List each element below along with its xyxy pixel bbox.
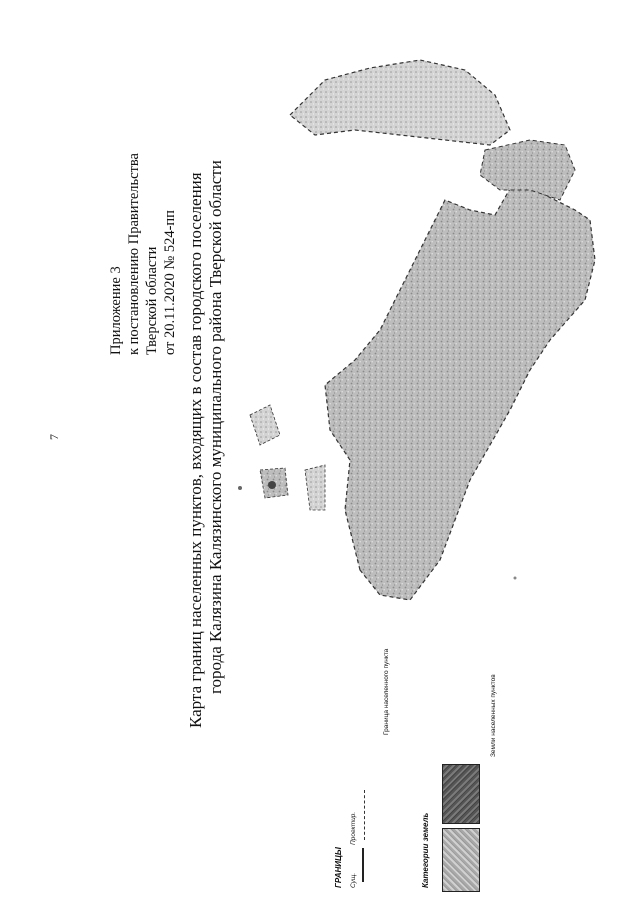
legend-existing-line xyxy=(362,848,364,882)
appendix-line-2: к постановлению Правительства xyxy=(126,153,142,355)
map-title-line-2: города Калязина Калязинского муниципального района Тверской области xyxy=(206,160,225,694)
settlement-area-north xyxy=(290,60,510,145)
appendix-line-4: от 20.11.2020 № 524-пп xyxy=(162,210,178,355)
legend-col-planned: Проектир. xyxy=(350,811,357,845)
legend-land-label: Земли населенных пунктов xyxy=(490,674,497,757)
legend-land-swatch xyxy=(442,828,480,892)
legend-boundary-label: Граница населенного пункта xyxy=(383,648,390,735)
settlement-area-outlier-1 xyxy=(250,405,280,445)
settlement-map xyxy=(230,40,610,610)
legend-land-header: Категории земель xyxy=(421,812,430,888)
settlement-area-outlier-3 xyxy=(305,465,325,510)
legend-planned-line xyxy=(364,790,365,840)
map-dot xyxy=(514,577,517,580)
settlement-point-small xyxy=(238,486,242,490)
appendix-line-1: Приложение 3 xyxy=(108,266,124,355)
appendix-line-3: Тверской области xyxy=(144,246,160,355)
legend-boundaries-header: ГРАНИЦЫ xyxy=(334,847,343,888)
map-title-line-1: Карта границ населенных пунктов, входящих в состав городского поселения xyxy=(186,172,205,728)
legend-col-existing: Сущ. xyxy=(350,872,357,888)
settlement-area-main xyxy=(325,180,595,600)
page-number: 7 xyxy=(47,434,61,440)
settlement-point xyxy=(268,481,276,489)
legend-land-swatch-dark xyxy=(442,764,480,824)
